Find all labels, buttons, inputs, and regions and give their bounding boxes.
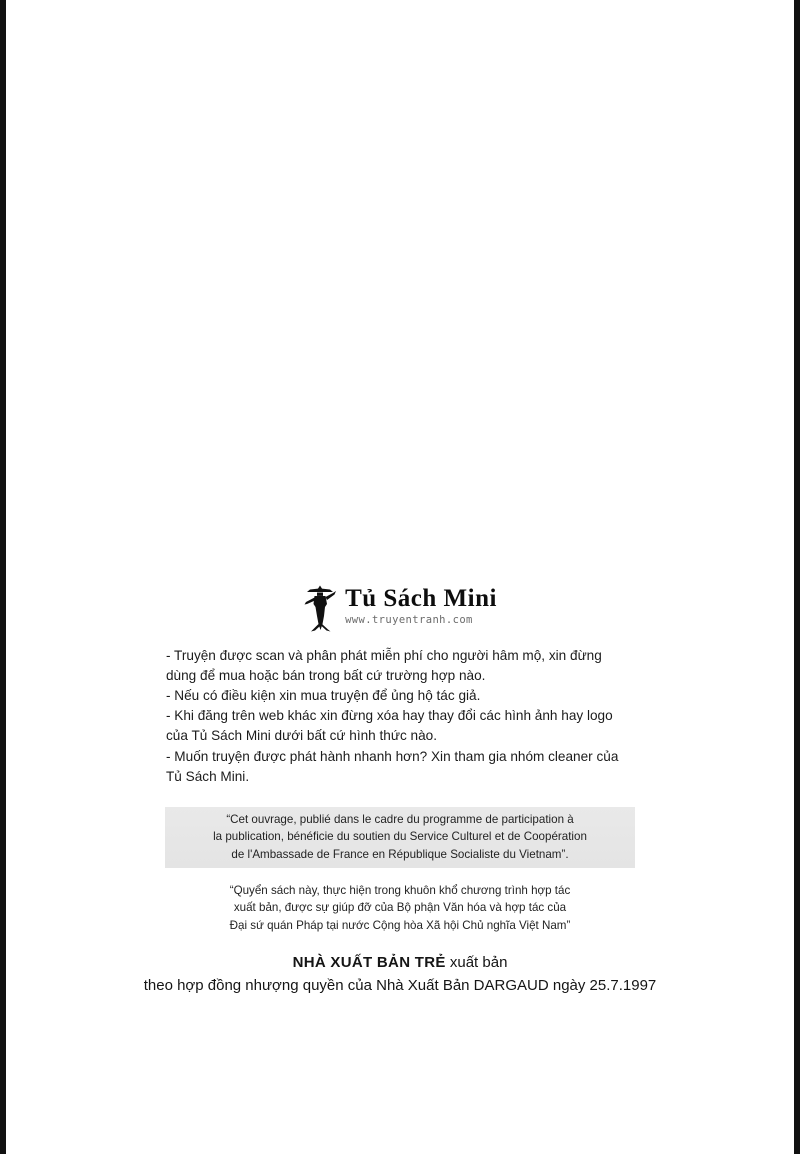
vietnamese-grant-statement [165, 882, 635, 934]
french-grant-statement [165, 807, 635, 868]
notice-line: - Khi đăng trên web khác xin đừng xóa hay thay đổi các hình ảnh hay logo của Tủ Sách Mini dưới bất cứ hình thức nào. [166, 708, 613, 744]
publisher-name: NHÀ XUẤT BẢN TRẺ [292, 954, 446, 972]
grant-vi-line: “Quyển sách này, thực hiện trong khuôn khổ chương trình hợp tác [229, 883, 571, 897]
notice-line: - Muốn truyện được phát hành nhanh hơn? Xin tham gia nhóm cleaner của Tủ Sách Mini. [166, 748, 619, 784]
grant-vi-line: xuất bản, được sự giúp đỡ của Bộ phận Văn hóa và hợp tác của [233, 901, 567, 915]
scan-notice [166, 646, 634, 787]
notice-line: - Truyện được scan và phân phát miễn phí cho người hâm mộ, xin đừng dùng để mua hoặc bán trong bất cứ trường hợp nào. [166, 648, 602, 684]
publisher-action: xuất bản [449, 954, 508, 972]
grant-fr-line: “Cet ouvrage, publié dans le cadre du programme de participation à [226, 812, 574, 826]
logo-url: www.truyentranh.com [345, 614, 473, 626]
grant-fr-line: de l'Ambassade de France en République Socialiste du Vietnam”. [231, 847, 569, 861]
notice-line: - Nếu có điều kiện xin mua truyện để ủng hộ tác giả. [166, 688, 481, 704]
license-line: theo hợp đồng nhượng quyền của Nhà Xuất Bản DARGAUD ngày 25.7.1997 [143, 976, 657, 994]
grant-vi-line: Đại sứ quán Pháp tại nước Cộng hòa Xã hội Chủ nghĩa Việt Nam” [229, 918, 571, 932]
publisher-line [293, 952, 508, 975]
tu-sach-mini-logo [303, 580, 497, 632]
grant-fr-line: la publication, bénéficie du soutien du Service Culturel et de Coopération [213, 830, 587, 844]
logo-text [345, 580, 497, 626]
credits-content [6, 580, 794, 994]
ninja-silhouette-icon [303, 580, 337, 632]
logo-title: Tủ Sách Mini [345, 585, 497, 612]
